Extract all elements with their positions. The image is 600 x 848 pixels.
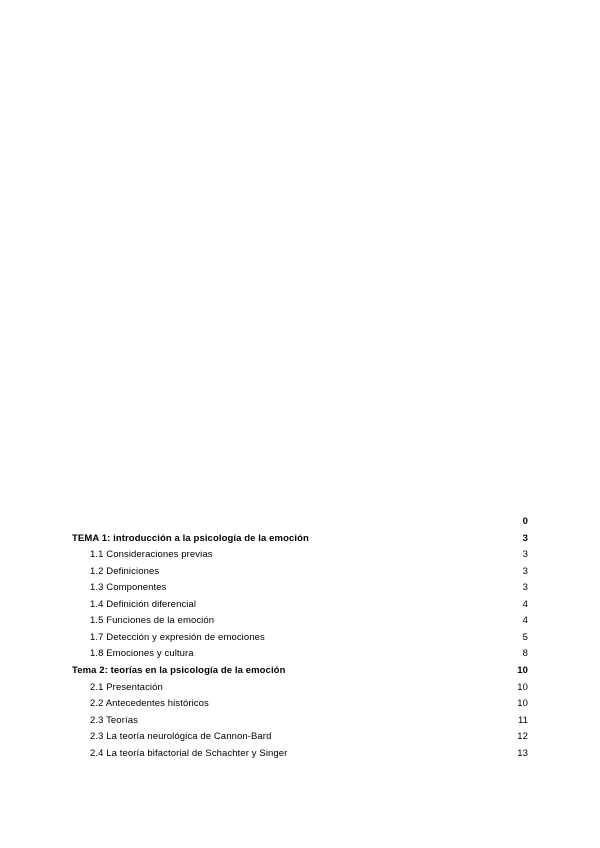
toc-header-row xyxy=(0,514,600,530)
toc-entry-label: 2.3 Teorías xyxy=(90,715,138,726)
toc-entry-label: 2.1 Presentación xyxy=(90,682,163,693)
toc-entry-label: 1.3 Componentes xyxy=(90,582,167,593)
toc-entry-page-number: 13 xyxy=(517,748,528,759)
toc-entry-page-number: 10 xyxy=(517,682,528,693)
toc-entry-label: Tema 2: teorías en la psicología de la emoción xyxy=(72,665,286,676)
toc-entry-page-number: 3 xyxy=(522,549,528,560)
toc-entry-2-3-cannon-bard[interactable] xyxy=(0,729,600,745)
toc-entry-1-4[interactable] xyxy=(0,597,600,613)
toc-entry-label: 2.4 La teoría bifactorial de Schachter y Singer xyxy=(90,748,288,759)
toc-header-page-number: 0 xyxy=(522,516,528,527)
toc-entry-page-number: 10 xyxy=(517,698,528,709)
toc-entry-page-number: 8 xyxy=(522,648,528,659)
toc-entry-page-number: 3 xyxy=(522,533,528,544)
toc-entry-label: 1.1 Consideraciones previas xyxy=(90,549,213,560)
toc-entry-label: TEMA 1: introducción a la psicología de la emoción xyxy=(72,533,309,544)
toc-entry-label: 1.5 Funciones de la emoción xyxy=(90,615,215,626)
toc-entry-tema-2[interactable] xyxy=(0,663,600,679)
toc-entry-page-number: 5 xyxy=(522,632,528,643)
toc-entry-1-3[interactable] xyxy=(0,580,600,596)
toc-entry-tema-1[interactable] xyxy=(0,531,600,547)
toc-entry-page-number: 3 xyxy=(522,566,528,577)
toc-entry-page-number: 11 xyxy=(517,715,528,726)
toc-entry-1-2[interactable] xyxy=(0,564,600,580)
toc-entry-page-number: 3 xyxy=(522,582,528,593)
toc-entry-label: 1.2 Definiciones xyxy=(90,566,160,577)
toc-entry-page-number: 10 xyxy=(517,665,528,676)
toc-entry-2-2[interactable] xyxy=(0,696,600,712)
toc-entry-label: 1.4 Definición diferencial xyxy=(90,599,197,610)
toc-entry-page-number: 4 xyxy=(522,599,528,610)
toc-entry-1-7[interactable] xyxy=(0,630,600,646)
toc-entry-label: 1.8 Emociones y cultura xyxy=(90,648,194,659)
toc-entry-page-number: 4 xyxy=(522,615,528,626)
toc-entry-label: 1.7 Detección y expresión de emociones xyxy=(90,632,265,643)
toc-entry-2-3[interactable] xyxy=(0,713,600,729)
toc-entry-2-1[interactable] xyxy=(0,680,600,696)
toc-entry-1-8[interactable] xyxy=(0,646,600,662)
toc-entry-page-number: 12 xyxy=(517,731,528,742)
toc-entry-1-1[interactable] xyxy=(0,547,600,563)
toc-entry-2-4[interactable] xyxy=(0,746,600,762)
toc-entry-1-5[interactable] xyxy=(0,613,600,629)
toc-entry-label: 2.3 La teoría neurológica de Cannon-Bard xyxy=(90,731,272,742)
toc-entry-label: 2.2 Antecedentes históricos xyxy=(90,698,209,709)
